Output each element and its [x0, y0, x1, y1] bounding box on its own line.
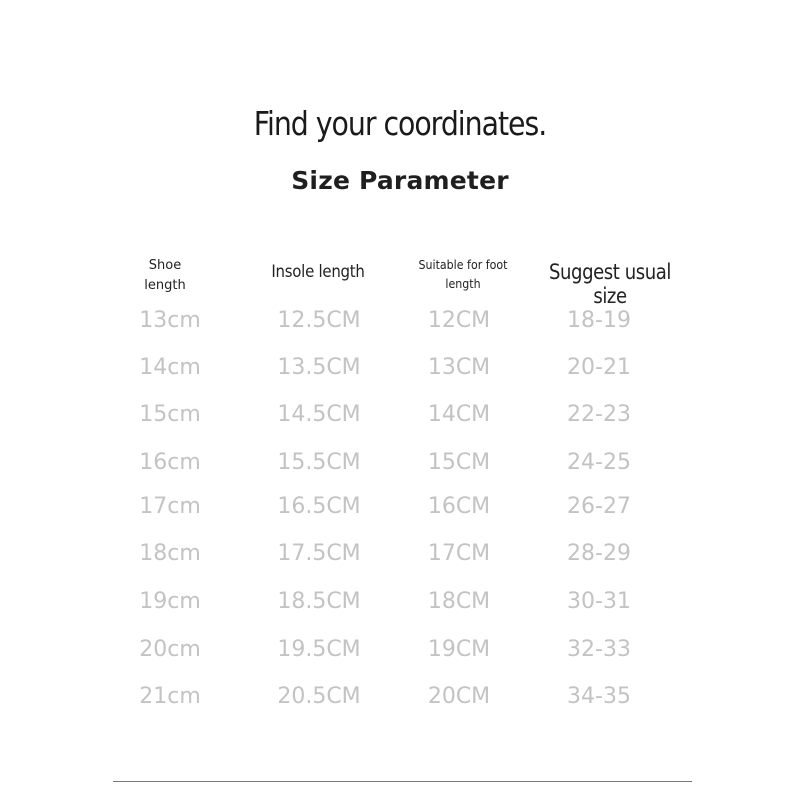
shoe-length-cell: 17cm: [139, 494, 201, 519]
usual-size-cell: 30-31: [567, 589, 631, 614]
foot-length-cell: 18CM: [427, 589, 491, 614]
foot-length-cell: 14CM: [427, 402, 491, 427]
insole-length-cell: 15.5CM: [277, 450, 361, 475]
usual-size-cell: 22-23: [567, 402, 631, 427]
table-row: [0, 582, 800, 622]
insole-length-cell: 20.5CM: [277, 684, 361, 709]
usual-size-cell: 32-33: [567, 637, 631, 662]
insole-length-cell: 12.5CM: [277, 308, 361, 333]
foot-length-cell: 13CM: [427, 355, 491, 380]
usual-size-cell: 24-25: [567, 450, 631, 475]
shoe-length-cell: 16cm: [139, 450, 201, 475]
page-headline: Find your coordinates.: [253, 104, 547, 143]
column-header-shoe-length-line: Shoe length: [144, 258, 186, 293]
column-header-insole-length-line: Insole length: [271, 262, 365, 282]
column-header-suggest-size-line: Suggest usual size: [549, 260, 671, 308]
table-row: [0, 630, 800, 670]
shoe-length-cell: 13cm: [139, 308, 201, 333]
foot-length-cell: 12CM: [427, 308, 491, 333]
insole-length-cell: 18.5CM: [277, 589, 361, 614]
shoe-length-cell: 18cm: [139, 541, 201, 566]
column-header-foot-length-line: Suitable for foot length: [418, 258, 508, 291]
usual-size-cell: 34-35: [567, 684, 631, 709]
insole-length-cell: 19.5CM: [277, 637, 361, 662]
table-row: [0, 677, 800, 717]
usual-size-cell: 28-29: [567, 541, 631, 566]
foot-length-cell: 15CM: [427, 450, 491, 475]
insole-length-cell: 13.5CM: [277, 355, 361, 380]
shoe-length-cell: 21cm: [139, 684, 201, 709]
usual-size-cell: 18-19: [567, 308, 631, 333]
foot-length-cell: 19CM: [427, 637, 491, 662]
usual-size-cell: 20-21: [567, 355, 631, 380]
table-row: [0, 443, 800, 483]
page-subheading: Size Parameter: [291, 166, 509, 195]
foot-length-cell: 20CM: [427, 684, 491, 709]
shoe-length-cell: 15cm: [139, 402, 201, 427]
shoe-length-cell: 14cm: [139, 355, 201, 380]
table-row: [0, 301, 800, 341]
footer-divider: [113, 781, 692, 782]
table-row: [0, 348, 800, 388]
insole-length-cell: 16.5CM: [277, 494, 361, 519]
foot-length-cell: 16CM: [427, 494, 491, 519]
shoe-length-cell: 20cm: [139, 637, 201, 662]
table-row: [0, 487, 800, 527]
table-row: [0, 395, 800, 435]
insole-length-cell: 17.5CM: [277, 541, 361, 566]
table-row: [0, 534, 800, 574]
usual-size-cell: 26-27: [567, 494, 631, 519]
shoe-length-cell: 19cm: [139, 589, 201, 614]
insole-length-cell: 14.5CM: [277, 402, 361, 427]
foot-length-cell: 17CM: [427, 541, 491, 566]
